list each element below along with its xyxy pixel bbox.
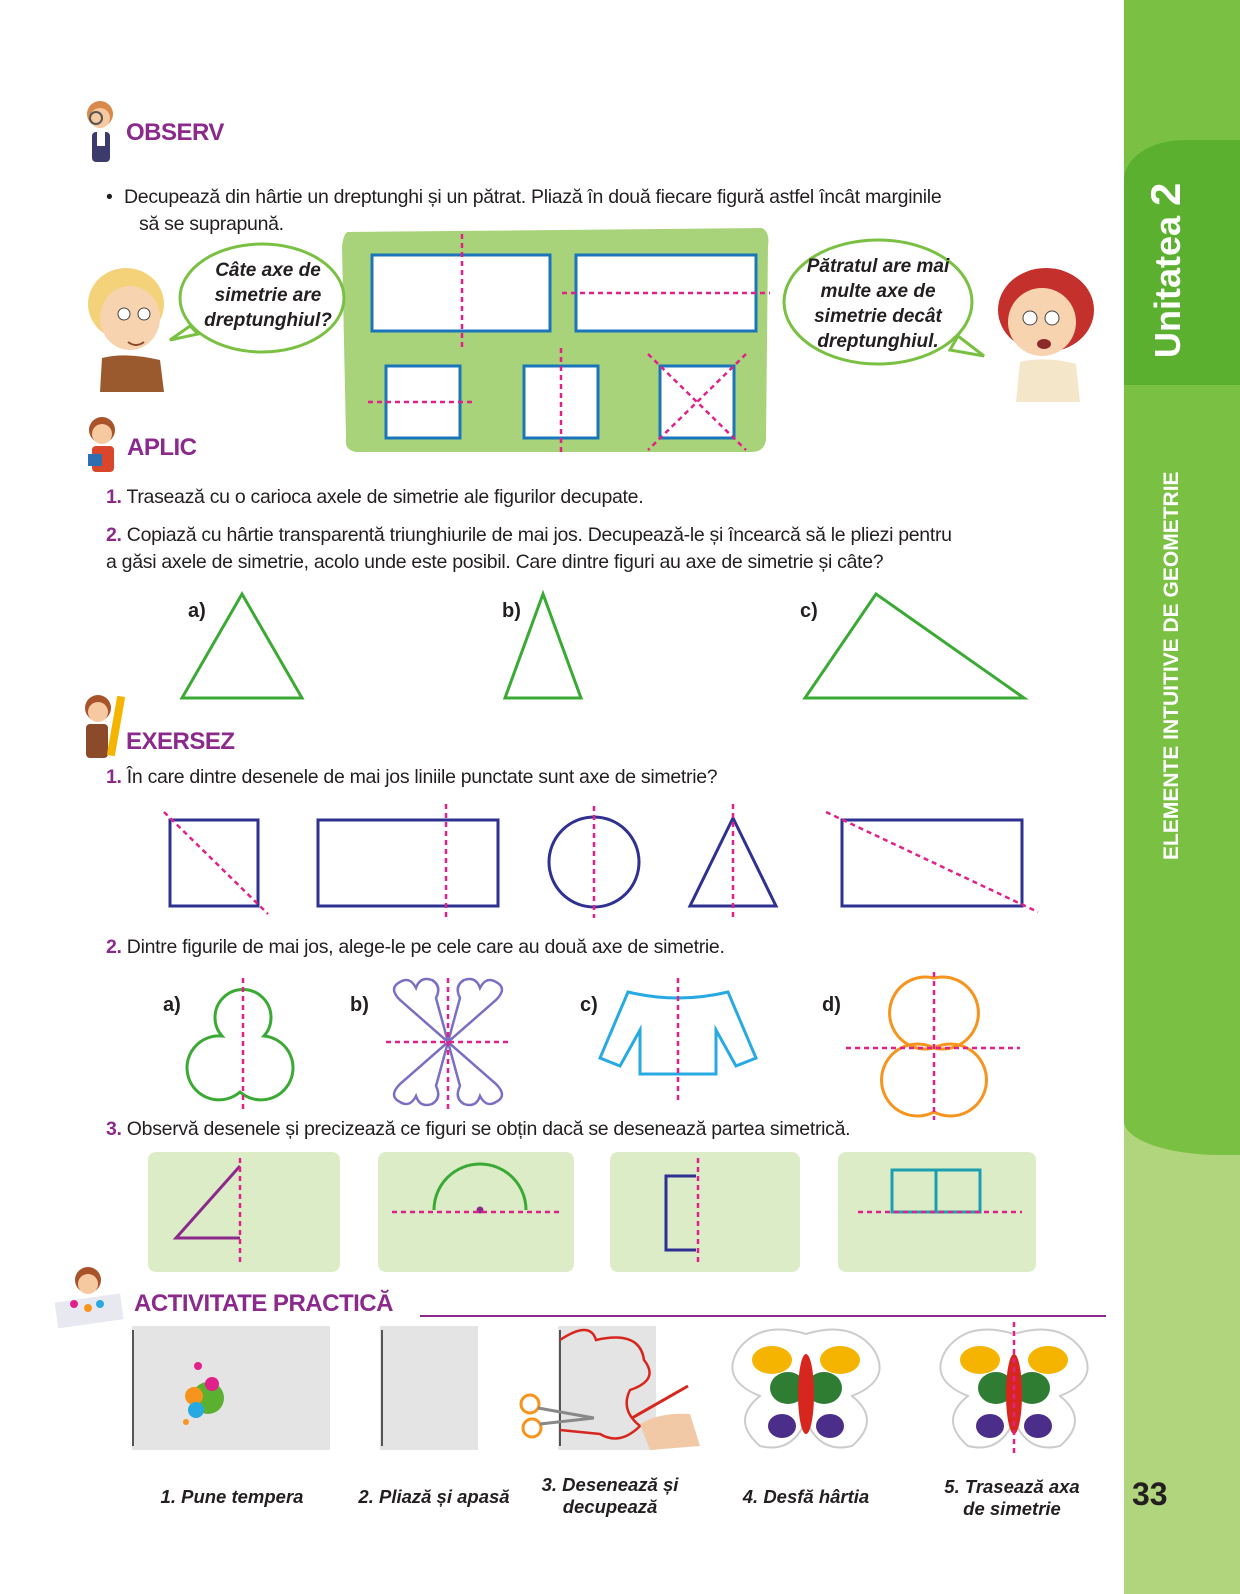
chapter-title: ELEMENTE INTUITIVE DE GEOMETRIE — [1160, 471, 1183, 860]
butterfly-with-axis — [940, 1322, 1087, 1456]
figure-label-b: b) — [350, 994, 369, 1016]
paper-with-paint — [132, 1326, 330, 1450]
unit-number: 2 — [1142, 182, 1189, 206]
aplic-item2-line2: a găsi axele de simetrie, acolo unde este posibil. Care dintre figuri au axe de simetrie și câte? — [106, 551, 884, 573]
step5-caption — [912, 1476, 1112, 1520]
item-number: 2. — [106, 936, 122, 958]
figure-label-a: a) — [163, 994, 181, 1016]
caption-line: decupează — [562, 1496, 658, 1517]
observ-bullet-icon: • — [106, 186, 113, 208]
butterfly-inkblot — [732, 1330, 879, 1448]
item-text: Dintre figurile de mai jos, alege-le pe cele care au două axe de simetrie. — [126, 936, 725, 958]
folded-paper — [380, 1326, 478, 1450]
bubble-line: multe axe de — [820, 281, 936, 302]
figure-label-c: c) — [580, 994, 598, 1016]
item-text: Trasează cu o carioca axele de simetrie ale figurilor decupate. — [126, 486, 644, 508]
item-text: Observă desenele și precizează ce figuri se obțin dacă se desenează partea simetrică. — [126, 1118, 851, 1140]
activitate-heading: ACTIVITATE PRACTICĂ — [134, 1290, 393, 1317]
observ-heading: OBSERV — [126, 119, 224, 146]
bubble-line: Câte axe de — [215, 260, 321, 281]
item-number: 3. — [106, 1118, 122, 1140]
bubble-line: simetrie decât — [814, 306, 942, 327]
item-text: Copiază cu hârtie transparentă triunghiurile de mai jos. Decupează-le și încearcă să le pliezi pentru — [126, 524, 952, 546]
bubble-line: simetrie are — [214, 285, 322, 306]
triangle-label-a: a) — [188, 600, 206, 622]
bubble-line: dreptunghiul. — [817, 331, 939, 352]
bubble-line: dreptunghiul? — [204, 310, 332, 331]
observ-instruction-line2: să se suprapună. — [139, 213, 284, 235]
step3-caption — [510, 1474, 710, 1518]
step4-caption: 4. Desfă hârtia — [742, 1486, 870, 1507]
figure-label-d: d) — [822, 994, 841, 1016]
triangle-label-b: b) — [502, 600, 521, 622]
caption-line: 5. Trasează axa — [944, 1476, 1080, 1497]
observ-instruction-line1: Decupează din hârtie un dreptunghi și un pătrat. Pliază în două fiecare figură astfel încât marginile — [124, 186, 942, 208]
caption-line: de simetrie — [963, 1498, 1061, 1519]
item-text: În care dintre desenele de mai jos liniile punctate sunt axe de simetrie? — [126, 766, 718, 788]
caption-line: 3. Desenează și — [541, 1474, 679, 1495]
item-number: 2. — [106, 524, 122, 546]
item-number: 1. — [106, 766, 122, 788]
step2-caption: 2. Pliază și apasă — [358, 1486, 510, 1507]
bubble-line: Pătratul are mai — [806, 256, 950, 277]
step1-caption: 1. Pune tempera — [160, 1486, 304, 1507]
triangle-label-c: c) — [800, 600, 818, 622]
aplic-heading: APLIC — [127, 434, 197, 461]
unit-word: Unitatea — [1147, 215, 1188, 358]
page-number: 33 — [1132, 1476, 1168, 1512]
item-number: 1. — [106, 486, 122, 508]
exersez-heading: EXERSEZ — [126, 728, 235, 755]
